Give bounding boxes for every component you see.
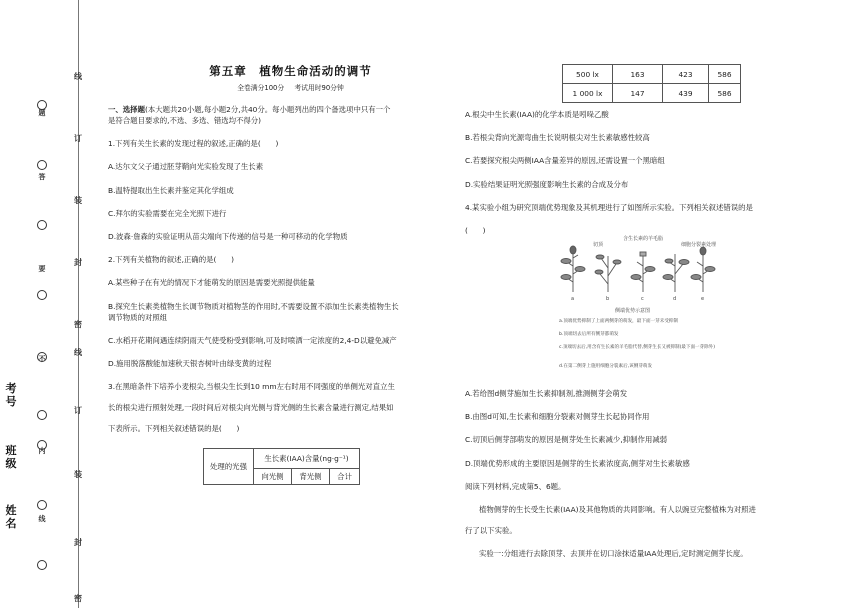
q2-option-b-cont: 调节物质的对照组 [108,312,168,322]
binding-hole [37,160,47,170]
binding-char: 密 [74,594,82,603]
binding-char: 封 [74,538,82,547]
q3-stem-line1: 3.在黑暗条件下培养小麦根尖,当根尖生长到10 mm左右时用不同强度的单侧光对直立生 [108,382,395,392]
figure-letter: d [673,295,677,302]
reading-p1-line2: 行了以下实验。 [465,525,517,535]
q1-option-c: C.拜尔的实验需要在完全光照下进行 [108,208,227,218]
binding-hole [37,290,47,300]
binding-hole [37,500,47,510]
binding-char: 线 [74,72,82,81]
figure-letter: b [606,295,610,302]
figure-letter: a [571,295,575,302]
q4-stem: 4.某实验小组为研究顶端优势现象及其机理进行了如图所示实验。下列相关叙述错误的是 [465,202,753,212]
binding-char: 订 [74,406,82,415]
seal-char: 题 [38,109,46,117]
section-heading-line2: 是符合题目要求的,不选、多选、错选均不得分) [108,116,262,125]
q4-option-c: C.切顶后侧芽部萌发的原因是侧芽处生长素减少,抑制作用减弱 [465,435,668,445]
figure-label-cytokinin: 细胞分裂素处理 [681,241,717,248]
binding-hole [37,440,47,450]
left-column [108,66,453,485]
q3-option-d: D.实验结果证明光照强度影响生长素的合成及分布 [465,179,629,189]
q3-table-header [203,448,360,485]
q2-option-a: A.某些种子在有光的情况下才能萌发的原因是需要光照提供能量 [108,278,315,288]
binding-char: 装 [74,196,82,205]
q2-option-b: B.探究生长素类植物生长调节物质对植物茎的作用时,不需要设置不添加生长素类植物生长 [108,301,399,311]
binding-char: 线 [74,348,82,357]
q3-table-body [562,64,741,103]
q1-stem: 1.下列有关生长素的发现过程的叙述,正确的是( ) [108,139,279,149]
exam-meta [108,83,453,94]
q1-option-a: A.达尔文父子通过胚芽鞘向光实验发现了生长素 [108,162,264,172]
q1-option-b: B.温特提取出生长素并鉴定其化学组成 [108,185,234,195]
page-title: 第五章 植物生命活动的调节 [209,64,372,78]
binding-hole [37,220,47,230]
q2-option-c: C.水稻开花期间遇连续阴雨天气使受粉受到影响,可及时喷洒一定浓度的2,4-D以避免减产 [108,335,397,345]
field-label-exam-no: 考号 [5,382,17,408]
table-subheader: 向光侧 [253,468,291,484]
figure-note: d.在第二侧芽上施用细胞分裂素后,该侧芽萌发 [559,363,653,369]
seal-char: 线 [38,515,46,523]
right-column [465,66,813,571]
reading-p2: 实验一:分组进行去除顶芽、去顶并在切口涂抹适量IAA处理后,定时测定侧芽长度。 [479,549,748,559]
field-label-class: 班级 [5,444,17,470]
binding-hole [37,410,47,420]
q4-option-a: A.若给图d侧芽施加生长素抑制剂,推测侧芽会萌发 [465,388,628,398]
apical-dominance-figure [553,232,719,382]
binding-char: 装 [74,470,82,479]
seal-char: 不 [38,355,46,363]
binding-char: 封 [74,258,82,267]
figure-note: c.顶端切去后,用含有生长素的羊毛脂代替,侧芽生长又被抑制(最下面一芽除外) [559,344,717,350]
figure-letter: e [701,295,705,302]
table-row: 500 lx 163 423 586 [563,65,741,84]
section-heading: 一、选择题(本大题共20小题,每小题2分,共40分。每小题列出的四个备选项中只有一个 [108,105,391,114]
reading-intro: 阅读下列材料,完成第5、6题。 [465,481,566,491]
table-row: 1 000 lx 147 439 586 [563,84,741,103]
binding-hole [37,352,47,362]
q4-option-d: D.顶端优势形成的主要原因是侧芽的生长素浓度高,侧芽对生长素敏感 [465,458,690,468]
q3-stem-line3: 下表所示。下列相关叙述错误的是( ) [108,424,240,434]
seal-char: 要 [38,265,46,273]
table-header-iaa: 生长素(IAA)含量(ng·g⁻¹) [253,449,359,469]
figure-note: a.顶端优势抑制了上面两侧芽的萌发，最下面一芽未受抑制 [559,318,679,324]
reading-p1-line1: 植物侧芽的生长受生长素(IAA)及其他物质的共同影响。有人以豌豆完整植株为对照进 [479,504,756,514]
q3-option-a: A.根尖中生长素(IAA)的化学本质是吲哚乙酸 [465,110,609,119]
q3-option-c: C.若要探究根尖两侧IAA含量差异的原因,还需设置一个黑暗组 [465,156,665,166]
binding-line [78,0,79,608]
binding-hole [37,100,47,110]
figure-note: b.顶端切去后所有侧芽都萌发 [559,331,619,337]
figure-label-lanolin: 含生长素的羊毛脂 [623,235,664,242]
table-subheader: 合计 [329,468,359,484]
table-header-light: 处理的光强 [204,449,254,485]
binding-hole [37,560,47,570]
binding-char: 密 [74,320,82,329]
q4-option-b: B.由图d可知,生长素和细胞分裂素对侧芽生长起协同作用 [465,412,650,422]
q3-option-b: B.若根尖背向光源弯曲生长说明根尖对生长素敏感性较高 [465,133,650,143]
figure-caption: 侧端优势示意图 [615,307,651,314]
full-score: 全卷满分100分 [237,84,285,92]
figure-letter: c [641,295,644,302]
seal-char: 内 [38,447,46,455]
field-label-name: 姓名 [5,504,17,530]
figure-label-cut: 切顶 [593,241,604,248]
seal-char: 答 [38,173,46,181]
q2-option-d: D.施用脱落酸能加速秋天银杏树叶由绿变黄的过程 [108,358,272,368]
q1-option-d: D.波森·詹森的实验证明从苗尖端向下传递的信号是一种可移动的化学物质 [108,231,348,241]
time-limit: 考试用时90分钟 [294,84,344,92]
q4-blank: ( ) [465,225,486,235]
binding-char: 订 [74,134,82,143]
table-subheader: 背光侧 [291,468,329,484]
q2-stem: 2.下列有关植物的叙述,正确的是( ) [108,255,235,265]
q3-stem-line2: 长的根尖进行照射处理,一段时间后对根尖向光侧与背光侧的生长素含量进行测定,结果如 [108,403,394,413]
